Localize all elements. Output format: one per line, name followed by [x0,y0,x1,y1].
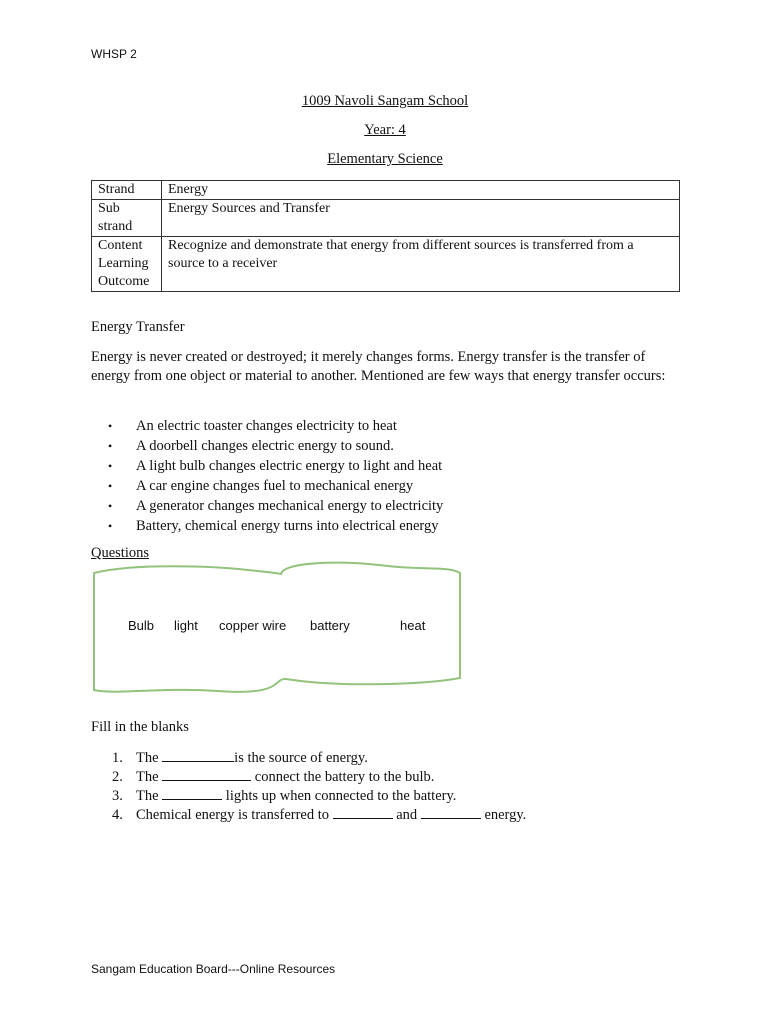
question-item [112,786,526,805]
table-value: Recognize and demonstrate that energy from different sources is transferred from a source to a receiver [162,237,680,292]
question-number: 3. [112,788,123,804]
fill-blanks-heading: Fill in the blanks [91,719,189,735]
question-text: connect the battery to the bulb. [251,769,435,785]
table-value: Energy Sources and Transfer [162,200,680,237]
question-text: energy. [480,807,527,823]
list-item [108,496,443,516]
list-item [108,476,443,496]
word-bank-item: light [174,618,198,633]
list-item-text: A car engine changes fuel to mechanical energy [136,478,414,494]
question-text: The [136,788,163,804]
subject-title: Elementary Science [327,151,443,167]
question-text: lights up when connected to the battery. [222,788,457,804]
question-number: 4. [112,807,123,823]
question-text: and [392,807,421,823]
list-item-text: A doorbell changes electric energy to sound. [136,438,394,454]
list-item-text: A generator changes mechanical energy to electricity [136,498,444,514]
table-row [92,200,680,237]
bullet-icon: • [108,459,113,473]
bullet-icon: • [108,499,113,513]
intro-paragraph: Energy is never created or destroyed; it merely changes forms. Energy transfer is the transfer of energy from one object or material to another. Mentioned are few ways that energy transfer occurs: [91,349,666,384]
question-text: The [136,750,163,766]
year-level: Year: 4 [364,122,406,138]
table-value: Energy [162,181,680,200]
list-item [108,456,443,476]
table-row [92,237,680,292]
question-item [112,767,526,786]
question-item [112,748,526,767]
questions-heading: Questions [91,545,149,561]
question-text: Chemical energy is transferred to [136,807,333,823]
list-item [108,416,443,436]
table-label: Sub strand [92,200,162,237]
list-item [108,436,443,456]
table-label: Content Learning Outcome [92,237,162,292]
answer-blank [162,786,222,800]
header-code: WHSP 2 [91,47,137,61]
list-item-text: A light bulb changes electric energy to light and heat [136,458,443,474]
answer-blank [162,767,251,781]
word-bank-item: Bulb [128,618,155,633]
list-item [108,516,443,536]
section-heading: Energy Transfer [91,319,185,335]
question-item [112,805,526,824]
energy-transfer-list [108,416,443,536]
list-item-text: An electric toaster changes electricity to heat [136,418,397,434]
word-bank-item: battery [310,618,350,633]
bullet-icon: • [108,519,113,533]
question-number: 2. [112,769,123,785]
question-text: The [136,769,163,785]
word-bank-item: copper wire [219,618,287,633]
bullet-icon: • [108,479,113,493]
fill-blanks-list [112,748,526,824]
answer-blank [162,748,234,762]
list-item-text: Battery, chemical energy turns into electrical energy [136,518,439,534]
word-bank-item: heat [400,618,426,633]
footer-text: Sangam Education Board---Online Resources [91,962,336,976]
answer-blank [421,805,481,819]
curriculum-table [91,180,680,292]
bullet-icon: • [108,439,113,453]
table-row [92,181,680,200]
question-text: is the source of energy. [234,750,368,766]
bullet-icon: • [108,419,113,433]
table-label: Strand [92,181,162,200]
school-name: 1009 Navoli Sangam School [301,93,469,109]
answer-blank [333,805,393,819]
question-number: 1. [112,750,123,766]
